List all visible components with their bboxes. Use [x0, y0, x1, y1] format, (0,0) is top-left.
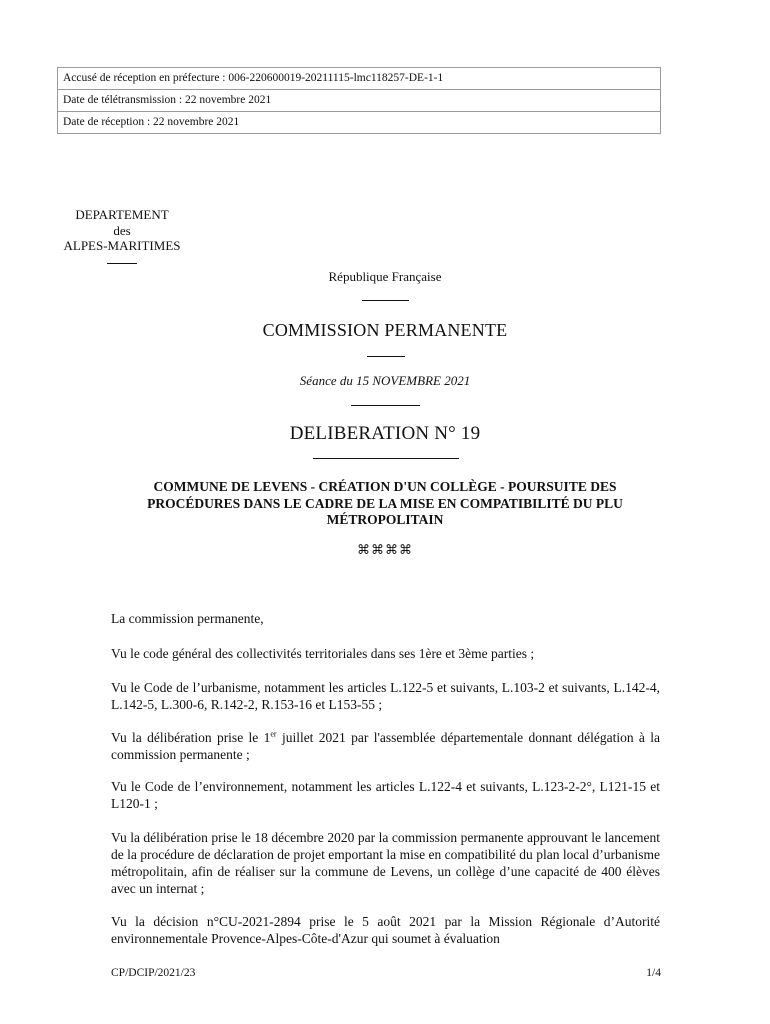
departement-block — [57, 207, 187, 264]
date-reception: Date de réception : 22 novembre 2021 — [63, 116, 240, 128]
accuse-reception: Accusé de réception en préfecture : 006-220600019-20211115-lmc118257-DE-1-1 — [58, 68, 660, 90]
departement-label: DEPARTEMENT — [75, 207, 169, 222]
paragraph-environnement: Vu le Code de l’environnement, notamment les articles L.122-4 et suivants, L.123-2-2°, L121-15 et L120-1 ; — [111, 779, 660, 811]
paragraph-intro: La commission permanente, — [111, 611, 264, 626]
subject-line-3: MÉTROPOLITAIN — [326, 512, 444, 527]
delegation-text-start: Vu la délibération prise le 1 — [111, 730, 271, 745]
subject-line-2: PROCÉDURES DANS LE CADRE DE LA MISE EN COMPATIBILITÉ DU PLU — [147, 495, 623, 511]
departement-name: ALPES-MARITIMES — [63, 238, 181, 253]
deliberation-subject — [100, 479, 670, 529]
reception-info-box — [57, 67, 661, 134]
date-teletransmission: Date de télétransmission : 22 novembre 2021 — [58, 90, 660, 112]
delegation-superscript: er — [270, 729, 277, 739]
subject-line-1: COMMUNE DE LEVENS - CRÉATION D'UN COLLÈGE - POURSUITE DES — [153, 479, 617, 494]
seance-date: Séance du 15 NOVEMBRE 2021 — [299, 373, 471, 388]
commission-title: COMMISSION PERMANENTE — [262, 320, 508, 340]
deliberation-divider — [313, 458, 459, 459]
seance-divider — [351, 405, 420, 406]
delegation-text-end: juillet 2021 par l'assemblée départementale donnant délégation à la commission permanente ; — [111, 730, 660, 762]
page-number: 1/4 — [646, 967, 661, 979]
republique-divider — [362, 300, 409, 301]
paragraph-delegation — [111, 729, 660, 763]
commission-divider — [367, 356, 405, 357]
ornament-separator: ⌘⌘⌘⌘ — [357, 542, 413, 557]
paragraph-cgct: Vu le code général des collectivités territoriales dans ses 1ère et 3ème parties ; — [111, 646, 535, 661]
footer-reference: CP/DCIP/2021/23 — [111, 967, 196, 979]
departement-divider — [107, 263, 137, 264]
deliberation-number: DELIBERATION N° 19 — [289, 423, 481, 444]
republique-francaise: République Française — [328, 269, 442, 284]
departement-des: des — [113, 222, 131, 238]
paragraph-mrae-decision: Vu la décision n°CU-2021-2894 prise le 5 août 2021 par la Mission Régionale d’Autorité environnementale Provence-Alpes-Côte-d'Azur qui soumet à évaluation — [111, 914, 660, 946]
paragraph-urbanisme: Vu le Code de l’urbanisme, notamment les articles L.122-5 et suivants, L.103-2 et suivants, L.142-4, L.142-5, L.300-6, R.142-2, R.153-16 et L153-55 ; — [111, 680, 660, 712]
paragraph-deliberation-2020: Vu la délibération prise le 18 décembre 2020 par la commission permanente approuvant le lancement de la procédure de déclaration de projet emportant la mise en compatibilité du plan local d’urbanisme métropolitain, afin de réaliser sur la commune de Levens, un collège d’une capacité de 400 élèves avec un internat ; — [111, 830, 660, 896]
